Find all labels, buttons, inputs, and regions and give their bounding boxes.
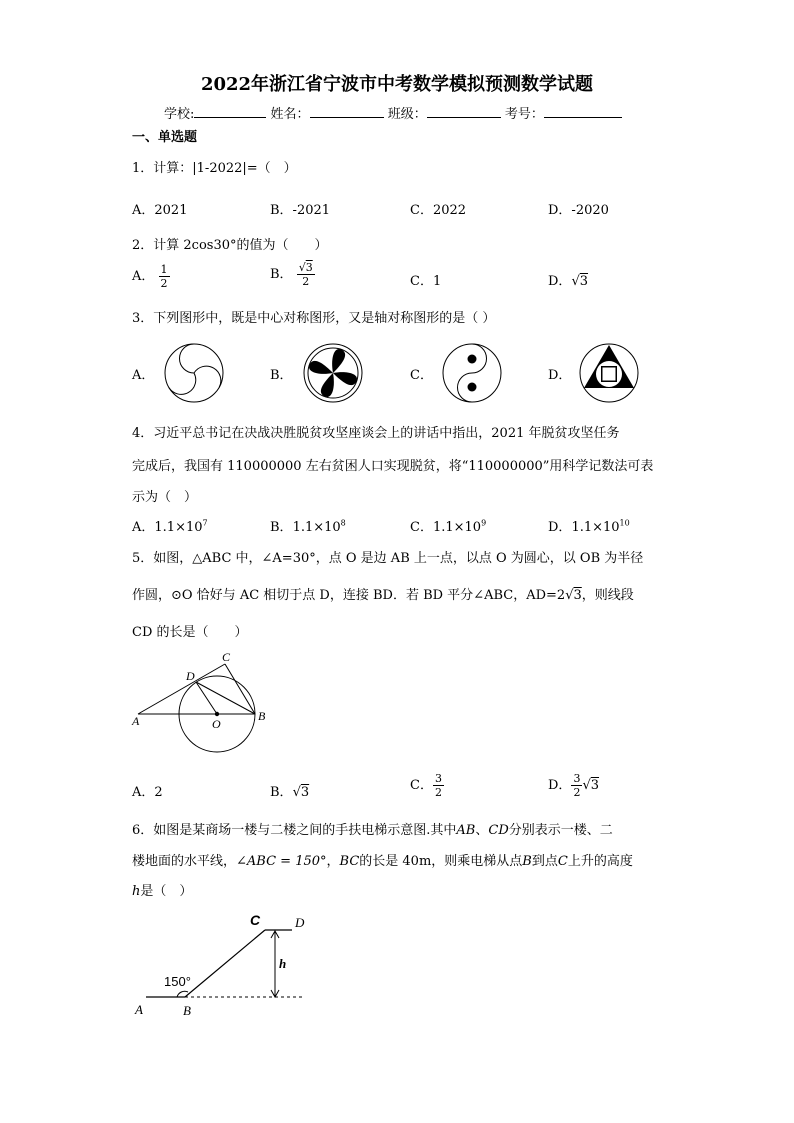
- q4-option-d-exponent: 10: [619, 518, 630, 528]
- q4-option-a-base: 1.1×10: [154, 520, 203, 535]
- q3-figure-d-triangle-square[interactable]: [578, 342, 640, 404]
- q6-line-2-bc: BC: [339, 854, 360, 869]
- radicand: 3: [300, 785, 310, 800]
- radicand: 3: [573, 588, 582, 603]
- class-label: 班级：: [387, 107, 427, 122]
- q4-option-b-label: B．: [270, 520, 293, 535]
- q4-option-a-label: A．: [132, 520, 155, 535]
- q5-stem-line-1: 5．如图，△ABC 中，∠A=30°，点 O 是边 AB 上一点，以点 O 为圆心，以 OB 为半径: [132, 551, 644, 566]
- q3-figure-c-yin-yang[interactable]: [441, 342, 503, 404]
- q6-line-1-text: 6．如图是某商场一楼与二楼之间的手扶电梯示意图.其中: [132, 823, 457, 838]
- q4-option-b-base: 1.1×10: [292, 520, 341, 535]
- q4-stem-line-1: 4．习近平总书记在决战决胜脱贫攻坚座谈会上的讲话中指出，2021 年脱贫攻坚任务: [132, 426, 620, 441]
- q3-stem: 3．下列图形中，既是中心对称图形，又是轴对称图形的是（ ）: [132, 311, 496, 326]
- q2-stem: 2．计算 2cos30°的值为（ ）: [132, 238, 328, 253]
- section-heading: 一、单选题: [132, 130, 198, 145]
- q1-stem: 1．计算：|1-2022|=（ ）: [132, 161, 297, 176]
- q4-option-c-exponent: 9: [481, 518, 487, 528]
- q4-option-b[interactable]: [270, 516, 346, 535]
- class-blank[interactable]: [427, 105, 501, 118]
- q5-option-d-label: D．: [548, 778, 572, 793]
- q2-option-a-fraction: [159, 263, 170, 290]
- q5-option-b[interactable]: B．√3: [270, 785, 310, 800]
- q5-option-c-fraction: [433, 772, 444, 799]
- q4-option-c[interactable]: [410, 516, 486, 535]
- q5-stem-line-2: 作圆，⊙O 恰好与 AC 相切于点 D，连接 BD．若 BD 平分∠ABC，AD=2√3，则线段: [132, 588, 634, 603]
- q3-option-b-label[interactable]: B．: [270, 368, 293, 383]
- fraction-numerator: 1: [160, 263, 168, 276]
- q3-figure-a-triskelion[interactable]: [163, 342, 225, 404]
- q6-line-3-h: h: [132, 884, 141, 899]
- q3-option-d-label[interactable]: D．: [548, 368, 572, 383]
- radicand: 3: [305, 261, 313, 274]
- q6-line-3-text: 是（ ）: [140, 884, 193, 899]
- name-blank[interactable]: [310, 105, 384, 118]
- q6-line-2-point-c: C: [557, 854, 568, 869]
- q6-line-2-angle: ∠ABC = 150°: [236, 854, 327, 869]
- q5-option-d-fraction: [571, 772, 582, 799]
- radicand: 3: [590, 778, 600, 793]
- q6-figure-escalator: [130, 910, 310, 1022]
- q6-line-1-cd: CD: [488, 823, 509, 838]
- q6-point-d-label: D: [295, 915, 305, 930]
- q6-line-2-to: 到点: [531, 854, 558, 869]
- q6-line-2-mid: 的长是 40m，则乘电梯从点: [359, 854, 523, 869]
- fraction-denominator: 2: [434, 786, 442, 799]
- q4-option-c-base: 1.1×10: [432, 520, 482, 535]
- q6-stem-line-1: [132, 819, 613, 838]
- q5-point-b-label: B: [258, 709, 266, 723]
- fraction-denominator: 2: [160, 277, 168, 290]
- q6-line-2-point-b: B: [522, 854, 532, 869]
- q3-option-a-label[interactable]: A．: [132, 368, 155, 383]
- q2-option-b-label: B．: [270, 267, 293, 282]
- fraction-denominator: 2: [573, 786, 581, 799]
- q1-option-d[interactable]: D．-2020: [548, 203, 609, 218]
- q6-line-2-comma: ，: [326, 854, 340, 869]
- q6-angle-label: 150°: [164, 974, 191, 989]
- q4-option-a-exponent: 7: [202, 518, 208, 528]
- q3-figure-b-four-petals[interactable]: [302, 342, 364, 404]
- q4-stem-line-2: 完成后，我国有 110000000 左右贫困人口实现脱贫，将“110000000”用科学记数法可表: [132, 459, 654, 474]
- school-blank[interactable]: [194, 105, 266, 118]
- q4-option-d[interactable]: [548, 516, 630, 535]
- q5-option-d[interactable]: D． $\frac{3}{2}$ √3: [548, 772, 600, 799]
- fraction-denominator: 2: [302, 275, 310, 288]
- q2-option-c[interactable]: C．1: [410, 274, 442, 289]
- q4-stem-line-3: 示为（ ）: [132, 490, 198, 505]
- q5-option-a[interactable]: A．2: [132, 785, 163, 800]
- q5-line-2-tail: ，则线段: [581, 588, 634, 603]
- q5-point-o-label: O: [212, 717, 221, 731]
- fraction-numerator: 3: [434, 772, 442, 785]
- q5-figure-circle-triangle: [130, 650, 280, 760]
- q5-option-c[interactable]: [410, 772, 444, 799]
- q6-height-label: h: [279, 956, 287, 971]
- q6-line-1-tail: 分别表示一楼、二: [508, 823, 613, 838]
- q4-option-b-exponent: 8: [340, 518, 346, 528]
- q3-option-c-label[interactable]: C．: [410, 368, 433, 383]
- q6-line-2-text: 楼地面的水平线，: [132, 854, 237, 869]
- q1-option-c[interactable]: C．2022: [410, 203, 467, 218]
- q5-stem-line-3: CD 的长是（ ）: [132, 625, 248, 640]
- q4-option-c-label: C．: [410, 520, 433, 535]
- q5-line-2-text: 作圆，⊙O 恰好与 AC 相切于点 D，连接 BD．若 BD 平分∠ABC，AD=2: [132, 588, 566, 603]
- q2-option-d[interactable]: D．√3: [548, 274, 589, 289]
- q5-option-c-label: C．: [410, 778, 433, 793]
- q6-line-1-ab: AB: [456, 823, 476, 838]
- number-blank[interactable]: [544, 105, 622, 118]
- name-label: 姓名：: [270, 107, 310, 122]
- q6-stem-line-2: [132, 850, 633, 869]
- fraction-numerator: √3: [298, 261, 313, 274]
- q4-option-a[interactable]: [132, 516, 208, 535]
- q4-option-d-label: D．: [548, 520, 572, 535]
- q5-point-a-label: A: [132, 714, 140, 728]
- q2-option-a[interactable]: [132, 263, 170, 290]
- radicand: 3: [579, 274, 589, 289]
- q6-line-1-separator: 、: [475, 823, 489, 838]
- q1-option-b[interactable]: B．-2021: [270, 203, 331, 218]
- q6-line-2-tail: 上升的高度: [567, 854, 633, 869]
- number-label: 考号：: [504, 107, 544, 122]
- q5-point-c-label: C: [222, 650, 231, 664]
- q4-option-d-base: 1.1×10: [571, 520, 620, 535]
- q6-point-a-label: A: [135, 1002, 143, 1017]
- q6-point-c-label: C: [250, 912, 261, 928]
- fraction-numerator: 3: [573, 772, 581, 785]
- q2-option-a-label: A．: [132, 269, 155, 284]
- student-info-row: [164, 103, 622, 122]
- page-title: 2022年浙江省宁波市中考数学模拟预测数学试题: [200, 74, 594, 95]
- q2-option-b-fraction: [297, 261, 315, 288]
- q6-stem-line-3: [132, 880, 192, 899]
- school-label: 学校:: [164, 107, 195, 122]
- q5-option-b-label: B．: [270, 785, 293, 800]
- q1-option-a[interactable]: A．2021: [132, 203, 188, 218]
- q2-option-d-label: D．: [548, 274, 572, 289]
- q2-option-b[interactable]: [270, 261, 315, 288]
- q5-point-d-label: D: [186, 669, 195, 683]
- q6-point-b-label: B: [183, 1003, 191, 1018]
